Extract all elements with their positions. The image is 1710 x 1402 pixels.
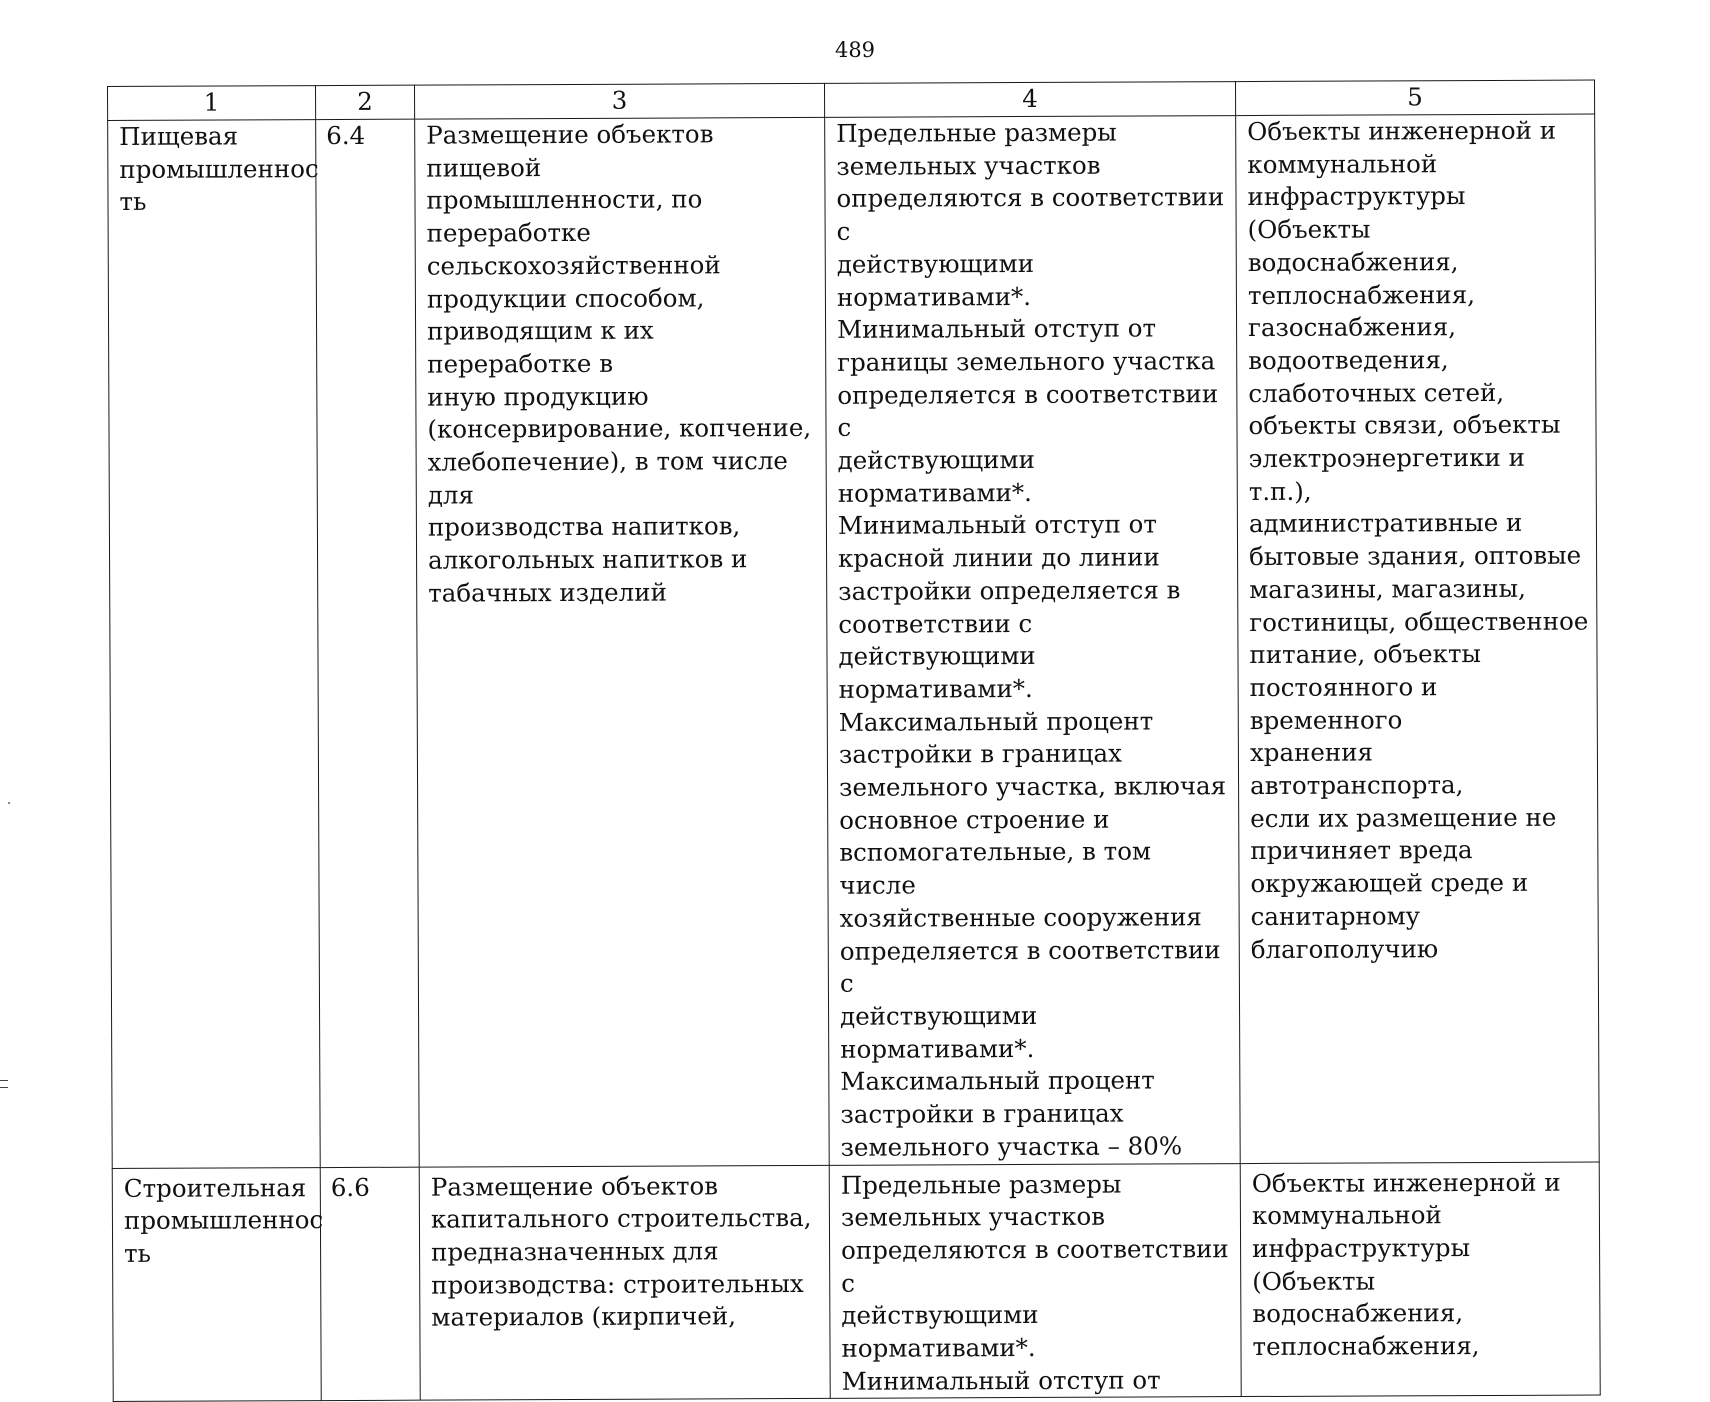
column-header-1: 1 <box>108 86 316 121</box>
column-header-3: 3 <box>414 83 824 119</box>
table-row <box>108 114 1600 1168</box>
column-header-4: 4 <box>824 82 1235 118</box>
column-header-5: 5 <box>1235 80 1594 116</box>
scan-edge-mark <box>0 1080 8 1088</box>
building-parameters: Предельные размеры земельных участков определяются в соответствии с действующими нормативами*. Минимальный отступ от <box>840 1169 1229 1396</box>
land-use-code-cell <box>316 119 420 1167</box>
land-use-name: Пищевая промышленнос ть <box>119 121 319 217</box>
land-use-description-cell <box>415 117 830 1166</box>
auxiliary-uses: Объекты инженерной и коммунальной инфраструктуры (Объекты водоснабжения, теплоснабжения, газоснабжения, водоотведения, слаботочных сетей, объекты связи, объекты электроэнергетики и т.п.), административные и бытовые здания, оптовые магазины, магазины, гостиницы, общественное питание, объекты постоянного и временного хранения автотранспорта, если их размещение не причиняет вреда окружающей среде и санитарному благополучию <box>1247 115 1589 964</box>
land-use-name-cell <box>112 1167 324 1402</box>
building-parameters: Предельные размеры земельных участков определяются в соответствии с действующими нормативами*. Минимальный отступ от границы земельного участка определяется в соответствии с действующими нормативами*. Минимальный отступ от красной линии до линии застройки определяется в соответствии с действующими нормативами*. Максимальный процент застройки в границах земельного участка, включая основное строение и вспомогательные, в том числе хозяйственные сооружения определяется в соответствии с действующими нормативами*. Максимальный процент застройки в границах земельного участка – 80% <box>836 117 1227 1162</box>
auxiliary-uses-cell <box>1240 1161 1600 1396</box>
page-number: 489 <box>834 38 876 62</box>
land-use-name-cell <box>108 120 321 1168</box>
land-use-description-cell <box>419 1165 830 1401</box>
building-parameters-cell <box>829 1163 1241 1399</box>
scan-speck <box>8 802 10 804</box>
auxiliary-uses-cell <box>1236 114 1600 1163</box>
zoning-table <box>107 80 1601 1402</box>
auxiliary-uses: Объекты инженерной и коммунальной инфраструктуры (Объекты водоснабжения, теплоснабжения, <box>1251 1167 1561 1362</box>
land-use-description: Размещение объектов капитального строительства, предназначенных для производства: строительных материалов (кирпичей, <box>430 1170 812 1332</box>
land-use-name: Строительная промышленнос ть <box>123 1172 324 1268</box>
land-use-code-cell <box>320 1167 420 1401</box>
column-header-2: 2 <box>316 85 415 119</box>
land-use-description: Размещение объектов пищевой промышленности, по переработке сельскохозяйственной продукции способом, приводящим к их переработке в иную продукцию (консервирование, копчение, хлебопечение), в том числе для производства напитков, алкогольных напитков и табачных изделий <box>426 119 812 608</box>
land-use-code: 6.4 <box>326 120 366 151</box>
table-row <box>112 1161 1600 1401</box>
building-parameters-cell <box>825 116 1241 1165</box>
land-use-code: 6.6 <box>330 1172 370 1202</box>
